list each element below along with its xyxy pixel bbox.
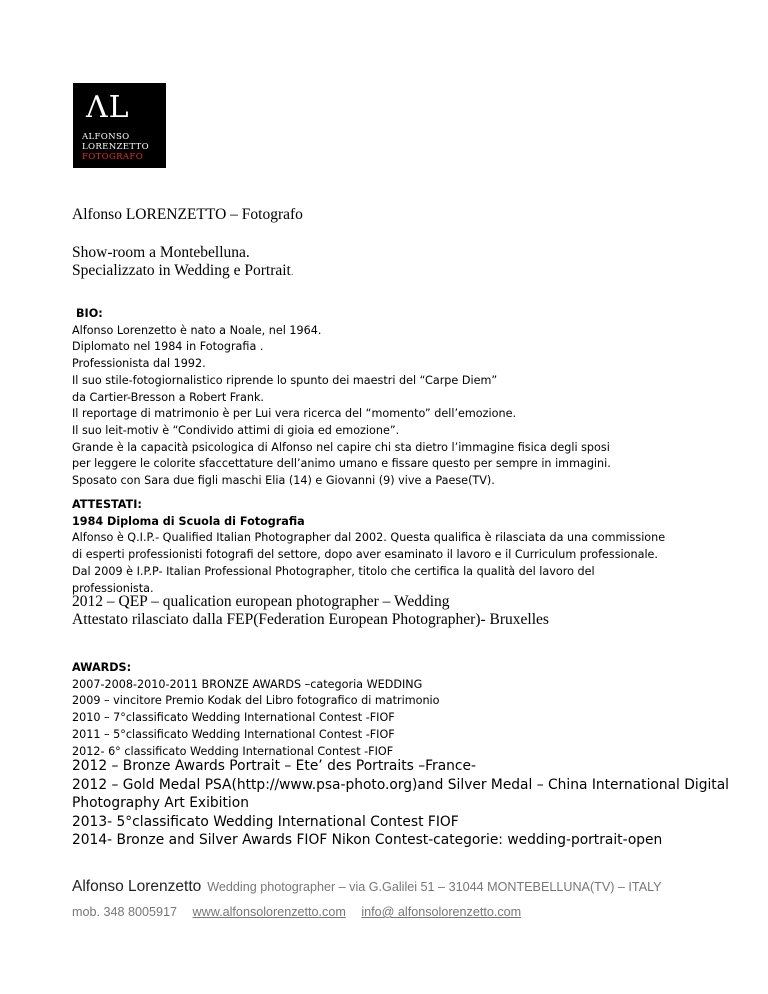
attestati-line: professionista.: [72, 581, 154, 595]
bio-line: Diplomato nel 1984 in Fotografia .: [72, 340, 264, 354]
bio-line: Grande è la capacità psicologica di Alfonso nel capire chi sta dietro l’immagine fisica degli sposi: [72, 440, 610, 454]
showroom-block: [72, 244, 294, 281]
bio-line: da Cartier-Bresson a Robert Frank.: [72, 390, 264, 404]
logo-monogram: ΛL: [86, 90, 130, 125]
specialization-period: .: [290, 266, 294, 278]
showroom-line: Show-room a Montebelluna.: [72, 244, 250, 261]
bio-line: Il suo leit-motiv è “Condivido attimi di gioia ed emozione”.: [72, 423, 400, 437]
logo-line-2: LORENZETTO: [82, 142, 149, 152]
logo-line-1: ALFONSO: [82, 132, 130, 142]
attestati-qep-line: 2012 – QEP – qualication european photographer – Wedding: [72, 593, 450, 610]
bio-line: per leggere le colorite sfaccettature dell’animo umano e fissare questo per sempre in immagini.: [72, 457, 611, 471]
logo-line-3: FOTOGRAFO: [82, 152, 144, 162]
bio-heading: BIO:: [76, 307, 103, 320]
bio-line: Professionista dal 1992.: [72, 357, 206, 371]
bio-section: [72, 306, 712, 490]
award-line: 2009 – vincitore Premio Kodak del Libro fotografico di matrimonio: [72, 694, 440, 708]
award-line: 2007-2008-2010-2011 BRONZE AWARDS –categoria WEDDING: [72, 677, 423, 691]
attestati-heading: ATTESTATI:: [72, 498, 142, 511]
award-line: 2012 – Bronze Awards Portrait – Ete’ des Portraits –France-: [72, 758, 476, 774]
document-title: Alfonso LORENZETTO – Fotografo: [72, 206, 303, 223]
bio-line: Il suo stile-fotogiornalistico riprende lo spunto dei maestri del “Carpe Diem”: [72, 373, 498, 387]
award-line: 2012- 6° classificato Wedding International Contest -FIOF: [72, 744, 394, 758]
awards-heading: AWARDS:: [72, 661, 132, 674]
brand-logo: [73, 83, 166, 168]
awards-large-block: [72, 757, 762, 850]
attestati-qep-line: Attestato rilasciato dalla FEP(Federation European Photographer)- Bruxelles: [72, 611, 549, 628]
award-line: 2011 – 5°classificato Wedding International Contest -FIOF: [72, 727, 395, 741]
specialization-line: [72, 262, 294, 281]
bio-line: Sposato con Sara due figli maschi Elia (14) e Giovanni (9) vive a Paese(TV).: [72, 474, 495, 488]
footer-address: Wedding photographer – via G.Galilei 51 – 31044 MONTEBELLUNA(TV) – ITALY: [207, 880, 662, 894]
bio-line: Alfonso Lorenzetto è nato a Noale, nel 1964.: [72, 323, 322, 337]
email-link[interactable]: info@ alfonsolorenzetto.com: [361, 905, 522, 919]
award-line: 2012 – Gold Medal PSA(http://www.psa-photo.org)and Silver Medal – China International Digital: [72, 776, 730, 793]
award-line: Photography Art Exibition: [72, 795, 249, 812]
attestati-subheading: 1984 Diploma di Scuola di Fotografia: [72, 514, 305, 528]
award-line: 2010 – 7°classificato Wedding International Contest -FIOF: [72, 711, 395, 725]
award-line: 2014- Bronze and Silver Awards FIOF Nikon Contest-categorie: wedding-portrait-open: [72, 832, 663, 849]
footer-links-line: [72, 905, 521, 919]
attestati-qep-block: [72, 593, 549, 629]
attestati-line: di esperti professionisti fotografi del settore, dopo aver esaminato il lavoro e il Curriculum professionale.: [72, 548, 658, 562]
bio-line: Il reportage di matrimonio è per Lui vera ricerca del “momento” dell’emozione.: [72, 407, 517, 421]
awards-section: [72, 660, 712, 760]
specialization-text: Specializzato in Wedding e Portrait: [72, 262, 291, 279]
attestati-line: Alfonso è Q.I.P.- Qualified Italian Photographer dal 2002. Questa qualifica è rilasciata da una commissione: [72, 531, 666, 545]
footer-name: Alfonso Lorenzetto: [72, 878, 202, 895]
attestati-line: Dal 2009 è I.P.P- Italian Professional Photographer, titolo che certifica la qualità del lavoro del: [72, 564, 595, 578]
website-link[interactable]: www.alfonsolorenzetto.com: [192, 905, 346, 919]
attestati-section: [72, 497, 712, 597]
footer-mobile: mob. 348 8005917: [72, 905, 178, 919]
footer-contact-line: [72, 878, 662, 896]
award-line: 2013- 5°classificato Wedding International Contest FIOF: [72, 813, 459, 830]
